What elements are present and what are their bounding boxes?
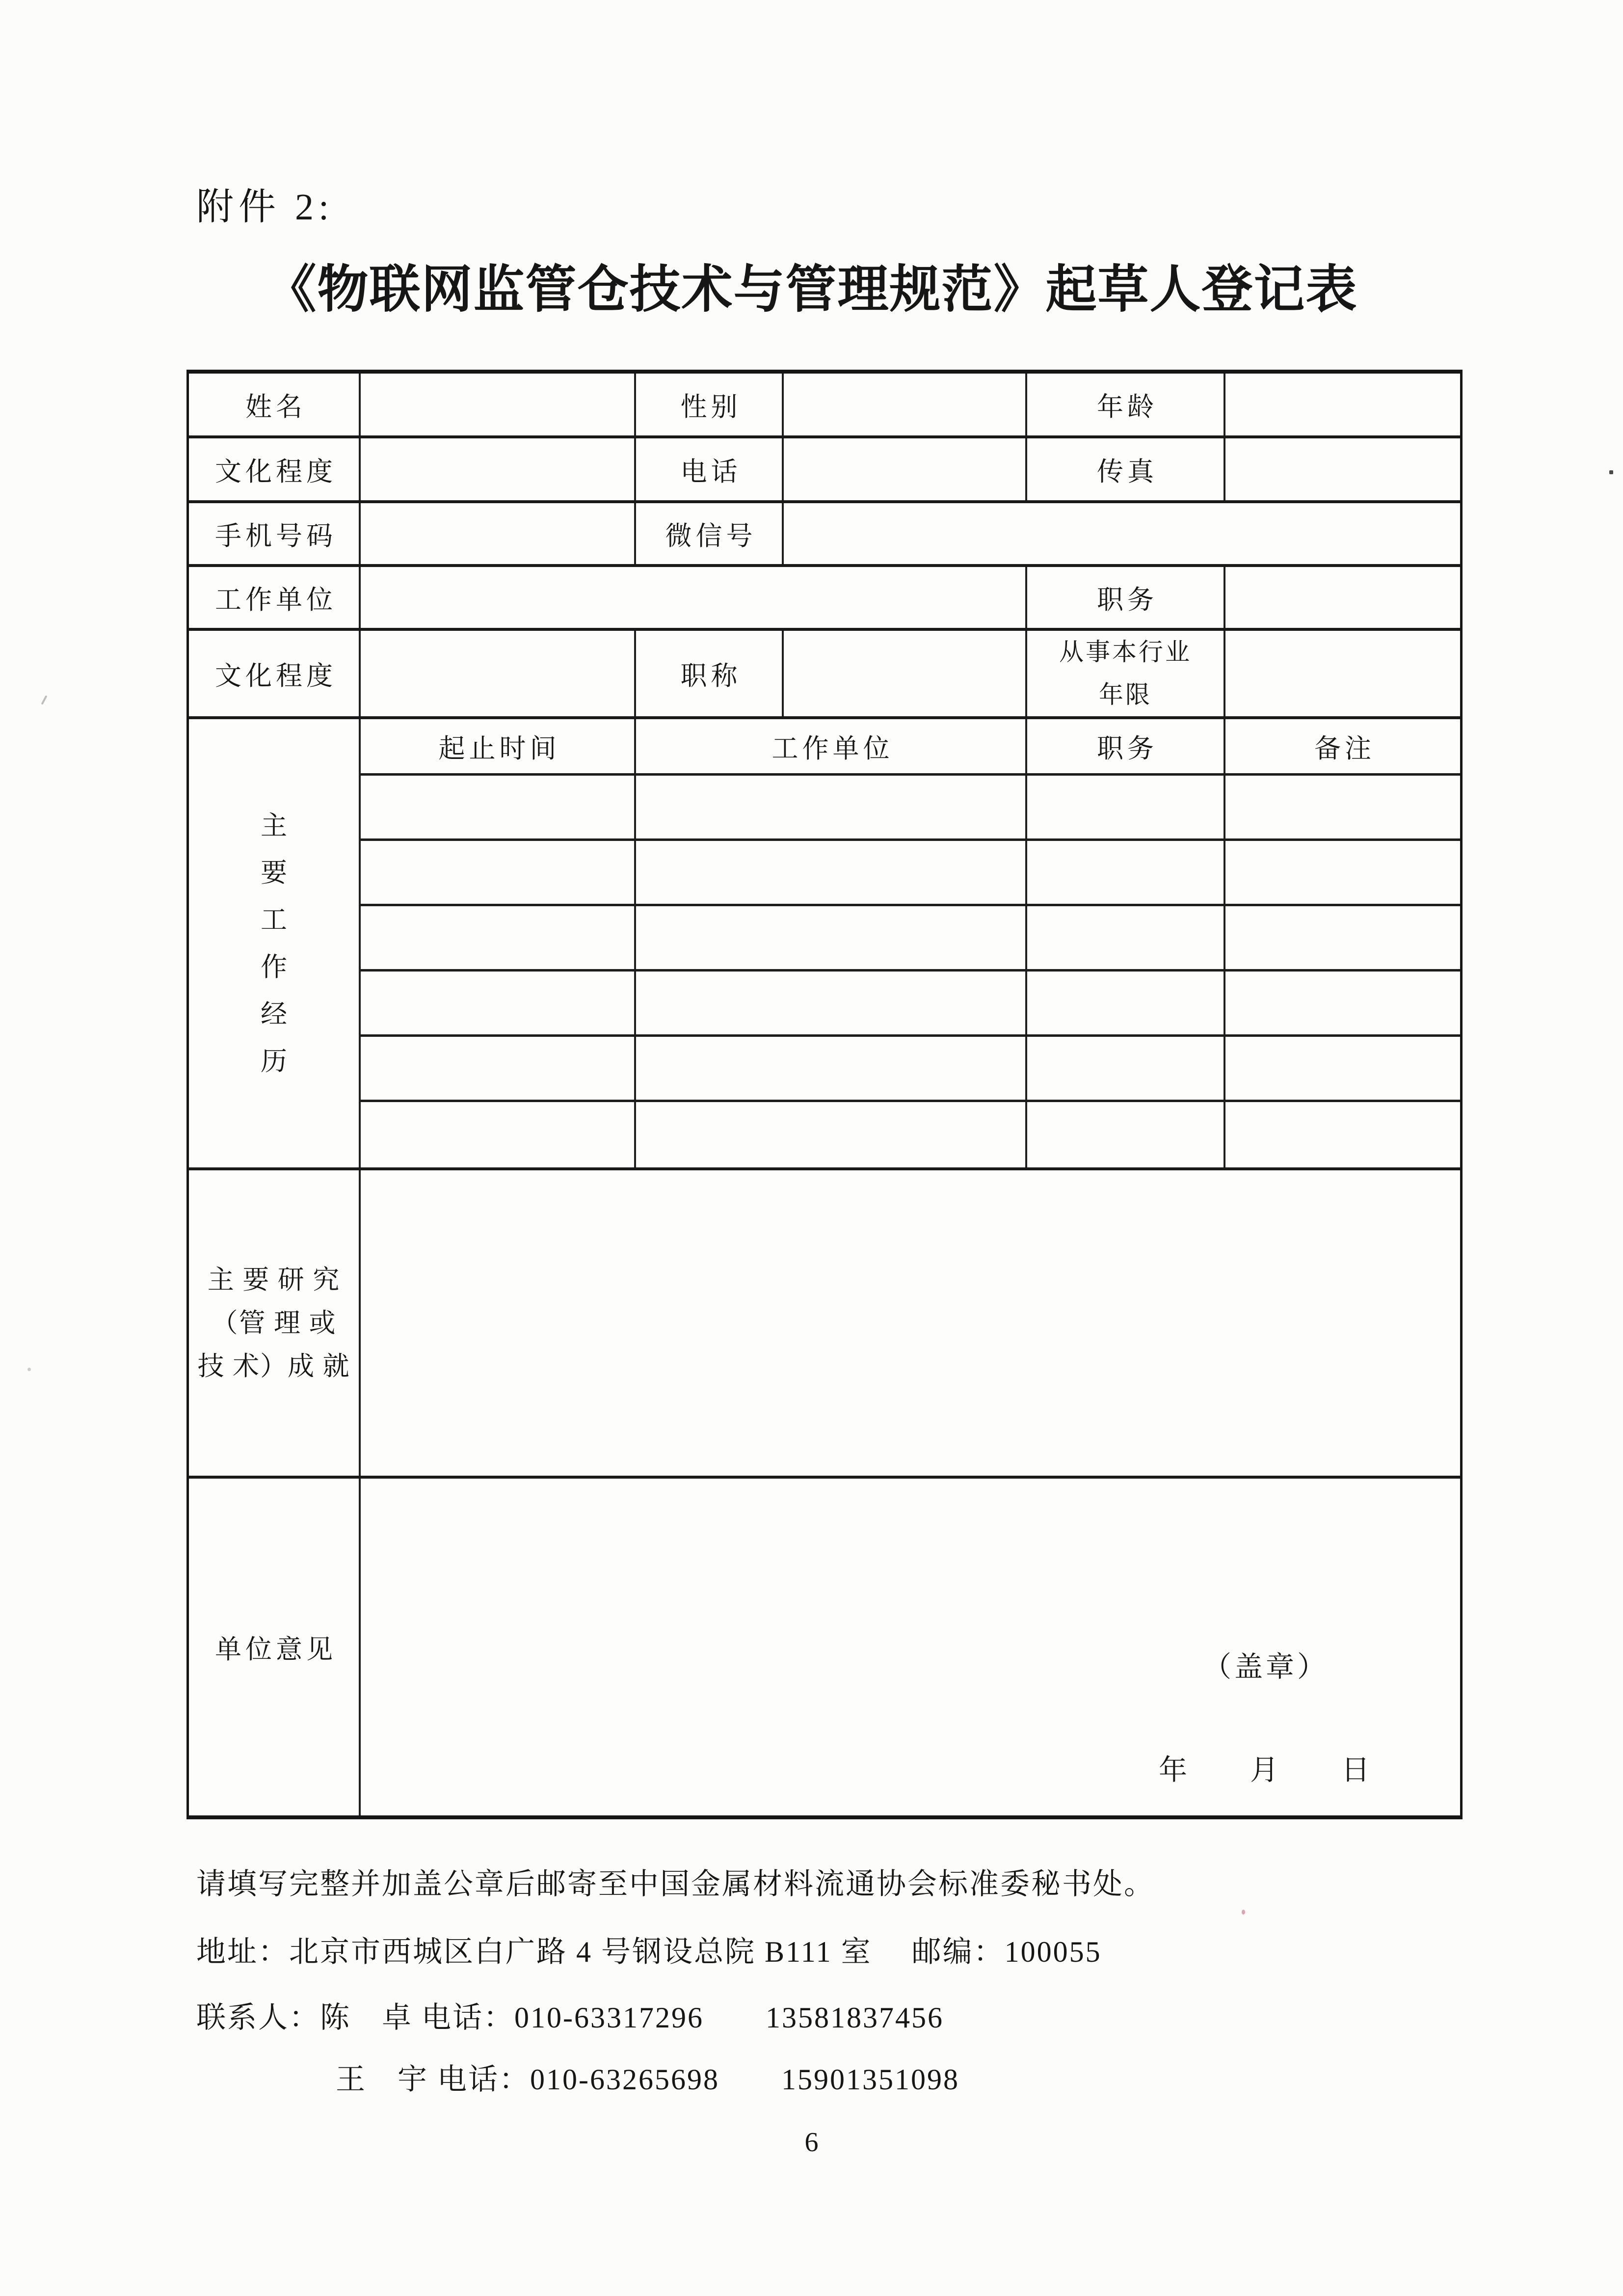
footer-mailing-instruction: 请填写完整并加盖公章后邮寄至中国金属材料流通协会标准委秘书处。 — [196, 1868, 1155, 1900]
research-label-line: 主 要 研 究 — [207, 1265, 341, 1295]
wechat-field — [784, 503, 1460, 564]
professional-title-field — [784, 631, 1027, 716]
scan-artifact-dot — [27, 1368, 31, 1371]
scan-artifact-dash — [41, 695, 48, 705]
phone-field — [784, 438, 1027, 500]
scan-artifact-dot — [1242, 1910, 1245, 1915]
table-row-mobile — [189, 503, 1460, 567]
experience-period-cell — [361, 1102, 636, 1167]
experience-position-cell — [1027, 1037, 1225, 1100]
experience-position-cell — [1027, 906, 1225, 969]
education2-label: 文化程度 — [189, 631, 361, 716]
wechat-label: 微信号 — [636, 503, 784, 564]
experience-remarks-cell — [1225, 972, 1460, 1034]
date-day-label: 日 — [1341, 1754, 1370, 1786]
seal-note: （盖章） — [1203, 1651, 1329, 1683]
experience-header-remarks: 备注 — [1314, 733, 1375, 763]
experience-empty-row — [361, 906, 1460, 972]
side-label-char: 要 — [261, 858, 287, 888]
experience-header-period: 起止时间 — [361, 719, 636, 773]
experience-period-cell — [361, 972, 636, 1034]
experience-workunit-cell — [636, 906, 1027, 969]
experience-workunit-cell — [636, 776, 1027, 838]
footer-contact-line-1: 联系人：陈 卓 电话：010-63317296 13581837456 — [196, 2001, 944, 2034]
gender-field — [784, 374, 1027, 435]
work-experience-side-label — [189, 719, 361, 1167]
experience-workunit-cell — [636, 841, 1027, 904]
experience-workunit-cell — [636, 1037, 1027, 1100]
unit-opinion-section — [189, 1479, 1460, 1815]
education-label: 文化程度 — [189, 438, 361, 500]
experience-empty-row — [361, 1037, 1460, 1102]
industry-years-label — [1027, 631, 1225, 716]
research-achievements-field — [361, 1170, 1460, 1476]
side-label-char: 工 — [261, 905, 287, 935]
experience-position-cell — [1027, 841, 1225, 904]
experience-remarks-cell — [1225, 906, 1460, 969]
work-experience-grid — [361, 719, 1460, 1167]
table-row-name — [189, 374, 1460, 438]
work-experience-section — [189, 719, 1460, 1170]
fax-label: 传真 — [1027, 438, 1225, 500]
experience-position-cell — [1027, 776, 1225, 838]
industry-years-label-line1: 从事本行业 — [1059, 638, 1192, 666]
table-row-education — [189, 438, 1460, 503]
workunit-label: 工作单位 — [189, 567, 361, 628]
fax-field — [1225, 438, 1460, 500]
mobile-label: 手机号码 — [189, 503, 361, 564]
date-line — [1159, 1747, 1370, 1788]
gender-label: 性别 — [636, 374, 784, 435]
drafter-registration-table — [186, 370, 1463, 1819]
experience-period-cell — [361, 906, 636, 969]
experience-header-workunit: 工作单位 — [636, 719, 1027, 773]
professional-title-label: 职称 — [636, 631, 784, 716]
phone-label: 电话 — [636, 438, 784, 500]
workunit-field — [361, 567, 1027, 628]
experience-period-cell — [361, 1037, 636, 1100]
research-label-line: （管 理 或 — [211, 1308, 337, 1338]
age-label: 年龄 — [1027, 374, 1225, 435]
experience-remarks-cell — [1225, 776, 1460, 838]
position-label: 职务 — [1027, 567, 1225, 628]
education2-field — [361, 631, 636, 716]
attachment-label: 附件 2: — [196, 187, 334, 228]
experience-workunit-cell — [636, 972, 1027, 1034]
unit-opinion-field — [361, 1479, 1460, 1815]
page-number: 6 — [804, 2127, 819, 2158]
date-year-label: 年 — [1159, 1754, 1188, 1786]
research-achievements-section — [189, 1170, 1460, 1479]
age-field — [1225, 374, 1460, 435]
experience-header-row — [361, 719, 1460, 776]
footer-address-line: 地址：北京市西城区白广路 4 号钢设总院 B111 室 邮编：100055 — [196, 1936, 1102, 1968]
experience-empty-row — [361, 972, 1460, 1037]
industry-years-label-line2: 年限 — [1099, 681, 1152, 708]
experience-period-cell — [361, 776, 636, 838]
side-label-char: 历 — [261, 1046, 287, 1076]
research-label-line: 技 术）成 就 — [197, 1351, 350, 1381]
education-field — [361, 438, 636, 500]
experience-remarks-cell — [1225, 1037, 1460, 1100]
table-row-workunit — [189, 567, 1460, 631]
experience-position-cell — [1027, 972, 1225, 1034]
position-field — [1225, 567, 1460, 628]
research-achievements-label — [189, 1170, 361, 1476]
side-label-char: 经 — [261, 999, 287, 1029]
experience-position-cell — [1027, 1102, 1225, 1167]
experience-empty-row — [361, 841, 1460, 906]
mobile-field — [361, 503, 636, 564]
experience-remarks-cell — [1225, 1102, 1460, 1167]
unit-opinion-label: 单位意见 — [189, 1479, 361, 1815]
experience-workunit-cell — [636, 1102, 1027, 1167]
experience-header-position: 职务 — [1027, 719, 1225, 773]
experience-empty-row — [361, 1102, 1460, 1167]
industry-years-field — [1225, 631, 1460, 716]
table-row-title-years — [189, 631, 1460, 719]
side-label-char: 主 — [261, 810, 287, 840]
name-field — [361, 374, 636, 435]
footer-contact-line-2: 王 宇 电话：010-63265698 15901351098 — [336, 2063, 959, 2096]
experience-period-cell — [361, 841, 636, 904]
date-month-label: 月 — [1250, 1754, 1279, 1786]
experience-remarks-cell — [1225, 841, 1460, 904]
name-label: 姓名 — [189, 374, 361, 435]
scan-artifact-dot — [1609, 470, 1613, 474]
page-title: 《物联网监管仓技术与管理规范》起草人登记表 — [265, 262, 1358, 318]
side-label-char: 作 — [261, 952, 287, 982]
experience-empty-row — [361, 776, 1460, 841]
